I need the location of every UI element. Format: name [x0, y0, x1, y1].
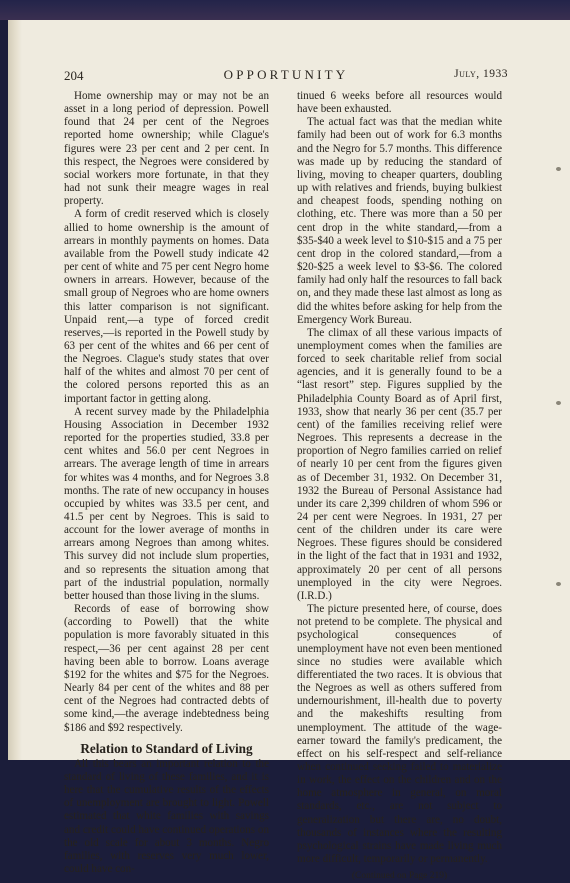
paragraph: The climax of all these various impacts of unemployment comes when the families are forced to seek charitable relief from social agencies, and it is generally found to be a “last resort” step. Figures supplied by the Philadelphia County Board as of April first, 1933, show that nearly 36 per cent (35.7 per cent) of the families receiving relief were Negroes. This represents a decrease in the proportion of Negro families carried on relief of nearly 10 per cent from the figures given as of December 31, 1932. On December 31, 1932 the Bureau of Personal Assistance had under its care 2,399 children of whom 596 or 24 per cent were Negroes. In 1931, 27 per cent of the children under its care were Negroes. These figures should be considered in the light of the fact that in 1931 and 1932, approximately 20 per cent of all persons unemployed in the city were Negroes. (I.R.D.): [297, 326, 502, 602]
paragraph: All this bears an important relation to the standard of living of these families, and it is here that the cumulative results of the effects of unemployment are brought to light. Powell estimated that white families with savings and credit could have continued operations on the old scale for about 3 months. Negro families, with reserves very much lower, could have con-: [64, 757, 269, 876]
binding-hole: [556, 167, 561, 171]
magazine-title: OPPORTUNITY: [223, 67, 349, 82]
top-dark-border: [0, 0, 570, 20]
running-header: [64, 67, 508, 83]
binding-edge: [8, 20, 22, 760]
page-number: 204: [64, 68, 84, 83]
paragraph: Home ownership may or may not be an asset in a long period of depression. Powell found that 24 per cent of the Negroes reported home ownership; while Clague's figures were 23 per cent and 2 per cent. In this respect, the Negroes were considered by social workers more fortunate, in that they had not sunk their meagre wages in real property.: [64, 90, 269, 208]
left-column: [64, 90, 269, 876]
paragraph: Records of ease of borrowing show (according to Powell) that the white population is more favorably situated in this respect,—36 per cent against 28 per cent having been able to borrow. Loans average $192 for the whites and $75 for the Negroes. Nearly 84 per cent of the whites and 88 per cent of the Negroes had contracted debts of some kind,—the average indebtedness being $186 and $92 respectively.: [64, 603, 269, 734]
paragraph-continuation: tinued 6 weeks before all resources would have been exhausted.: [297, 90, 502, 116]
section-heading: Relation to Standard of Living: [80, 740, 253, 756]
paragraph: A form of credit reserved which is closely allied to home ownership is the amount of arrears in monthly payments on homes. Data available from the Powell study indicate 42 per cent of white and 75 per cent Negro home owners in arrears. However, because of the small group of Negroes who are home owners this latter comparison is not significant. Unpaid rent,—a type of forced credit reserves,—is reported in the Powell study by 63 per cent of the whites and 66 per cent of the Negroes. Clague's study states that over half of the whites and almost 70 per cent of the colored persons reported this as an important factor in getting along.: [64, 208, 269, 405]
binding-hole: [556, 582, 561, 586]
paragraph: The picture presented here, of course, does not pretend to be complete. The physical and psychological consequences of unemployment have not even been mentioned since no studies were available which differentiated the two races. It is obvious that the Negroes as well as others suffered from undernourishment, ill-health due to poverty and the makeshifts resulting from unemployment. The attitude of the wage-earner toward the family's predicament, the effect on his self-respect and self-reliance when continued seeking failed to materialize in work, the effect on the children and on the home atmosphere in general, on moral standards, etc., are not subject to generalization but there are, no doubt, thousands of instances where the resulting psychological strains have made living much more difficult, temporarily or permanently.: [297, 603, 502, 866]
right-column: [297, 90, 502, 883]
magazine-page: [8, 20, 570, 882]
paragraph: The actual fact was that the median white family had been out of work for 6.3 months and the Negro for 5.7 months. This difference was made up by reducing the standard of living, moving to cheaper quarters, doubling up with relatives and friends, buying bulkiest and cheapest foods, spending nothing on clothing, etc. There was more than a 50 per cent drop in the white standard,—from a $35-$40 a week level to $10-$15 and a 75 per cent drop in the colored standard,—from a $20-$25 a week level to $3-$6. The colored family had only half the resources to fall back on, and they made these last almost as long as did the whites before asking for help from the Emergency Work Bureau.: [297, 116, 502, 326]
paragraph: A recent survey made by the Philadelphia Housing Association in December 1932 reported for the properties studied, 33.8 per cent whites and 56.0 per cent Negroes in arrears. The average length of time in arrears for whites was 4 months, and for Negroes 3.8 months. The rate of new occupancy in houses occupied by whites was 33.5 per cent, and 41.5 per cent by Negroes. This is said to account for the lower average of months in arrears among Negroes than among whites. This survey did not include slum properties, and so represents the situation among that part of the industrial population, normally better housed than those living in the slums.: [64, 405, 269, 602]
continued-note: (Continued on Page 219): [351, 871, 448, 882]
issue-date: July, 1933: [454, 68, 508, 80]
binding-hole: [556, 401, 561, 405]
